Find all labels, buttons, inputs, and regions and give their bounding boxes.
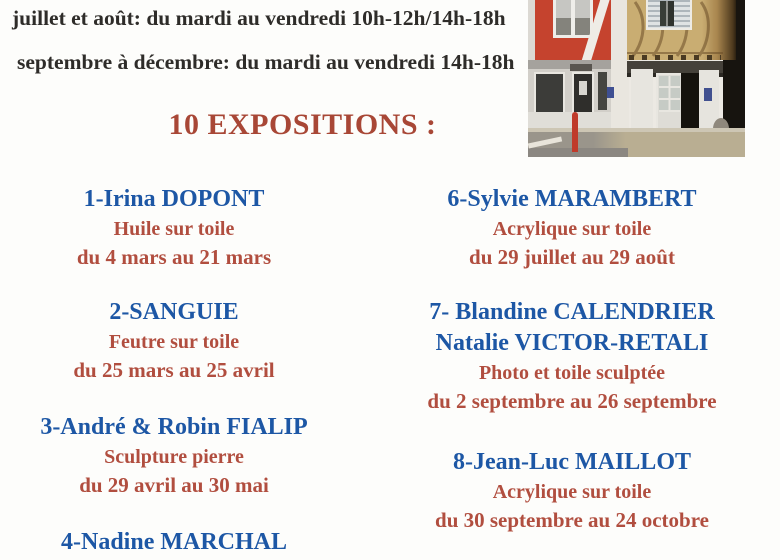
dates-label: du 29 avril au 30 mai (79, 473, 269, 497)
opening-hours-summer: juillet et août: du mardi au vendredi 10h-12h/14h-18h (12, 6, 506, 30)
dates-label: du 29 juillet au 29 août (469, 245, 675, 269)
artist-name: 7- Blandine CALENDRIER (429, 299, 715, 325)
exhibition-entry-3 (0, 412, 348, 499)
exhibition-entry-2 (0, 297, 348, 384)
photo-left-shop-window (534, 72, 565, 116)
artist-name: 6-Sylvie MARAMBERT (447, 186, 697, 212)
medium-label: Sculpture pierre (104, 446, 244, 468)
exhibition-entry-4 (0, 527, 348, 558)
artist-name: 1-Irina DOPONT (83, 186, 265, 212)
dates-label: du 30 septembre au 24 octobre (435, 508, 709, 532)
photo-left-shop-sign (570, 64, 592, 71)
photo-door-poster (579, 81, 587, 95)
photo-small-blue-sign-2 (704, 88, 712, 101)
exhibition-column-left (0, 184, 348, 558)
artist-name: 3-André & Robin FIALIP (40, 414, 308, 440)
medium-label: Photo et toile sculptée (478, 362, 666, 384)
medium-label: Feutre sur toile (108, 331, 240, 353)
artist-name: Natalie VICTOR-RETALI (435, 330, 709, 356)
dates-label: du 4 mars au 21 mars (76, 245, 272, 269)
exhibition-entry-8 (386, 447, 758, 534)
page-title: 10 EXPOSITIONS : (168, 108, 437, 141)
medium-label: Acrylique sur toile (492, 218, 652, 240)
photo-gallery-door-glass (659, 76, 680, 112)
exhibition-entry-6 (386, 184, 758, 271)
photo-dark-interior (681, 73, 699, 133)
gallery-storefront-photo (528, 0, 745, 157)
dates-label: du 25 mars au 25 avril (73, 358, 275, 382)
photo-red-bollard (572, 112, 578, 152)
exhibition-entry-7 (386, 297, 758, 415)
exhibition-entry-1 (0, 184, 348, 271)
medium-label: Acrylique sur toile (492, 481, 652, 503)
photo-red-building-window (553, 0, 593, 38)
artist-name: 2-SANGUIE (109, 299, 239, 325)
medium-label: Huile sur toile (113, 218, 235, 240)
photo-shadow-top-right (736, 0, 745, 62)
dates-label: du 2 septembre au 26 septembre (427, 389, 717, 413)
artist-name: 8-Jean-Luc MAILLOT (452, 449, 691, 475)
photo-street (528, 148, 628, 157)
photo-corbels (629, 55, 721, 60)
photo-curb (528, 128, 745, 132)
exhibition-column-right (386, 184, 758, 534)
opening-hours-autumn: septembre à décembre: du mardi au vendredi 14h-18h (17, 50, 515, 74)
photo-narrow-window (598, 72, 607, 110)
photo-left-pillar (631, 69, 653, 133)
photo-small-blue-sign (607, 87, 614, 98)
photo-shutter-glass (660, 1, 674, 26)
artist-name: 4-Nadine MARCHAL (61, 529, 287, 555)
